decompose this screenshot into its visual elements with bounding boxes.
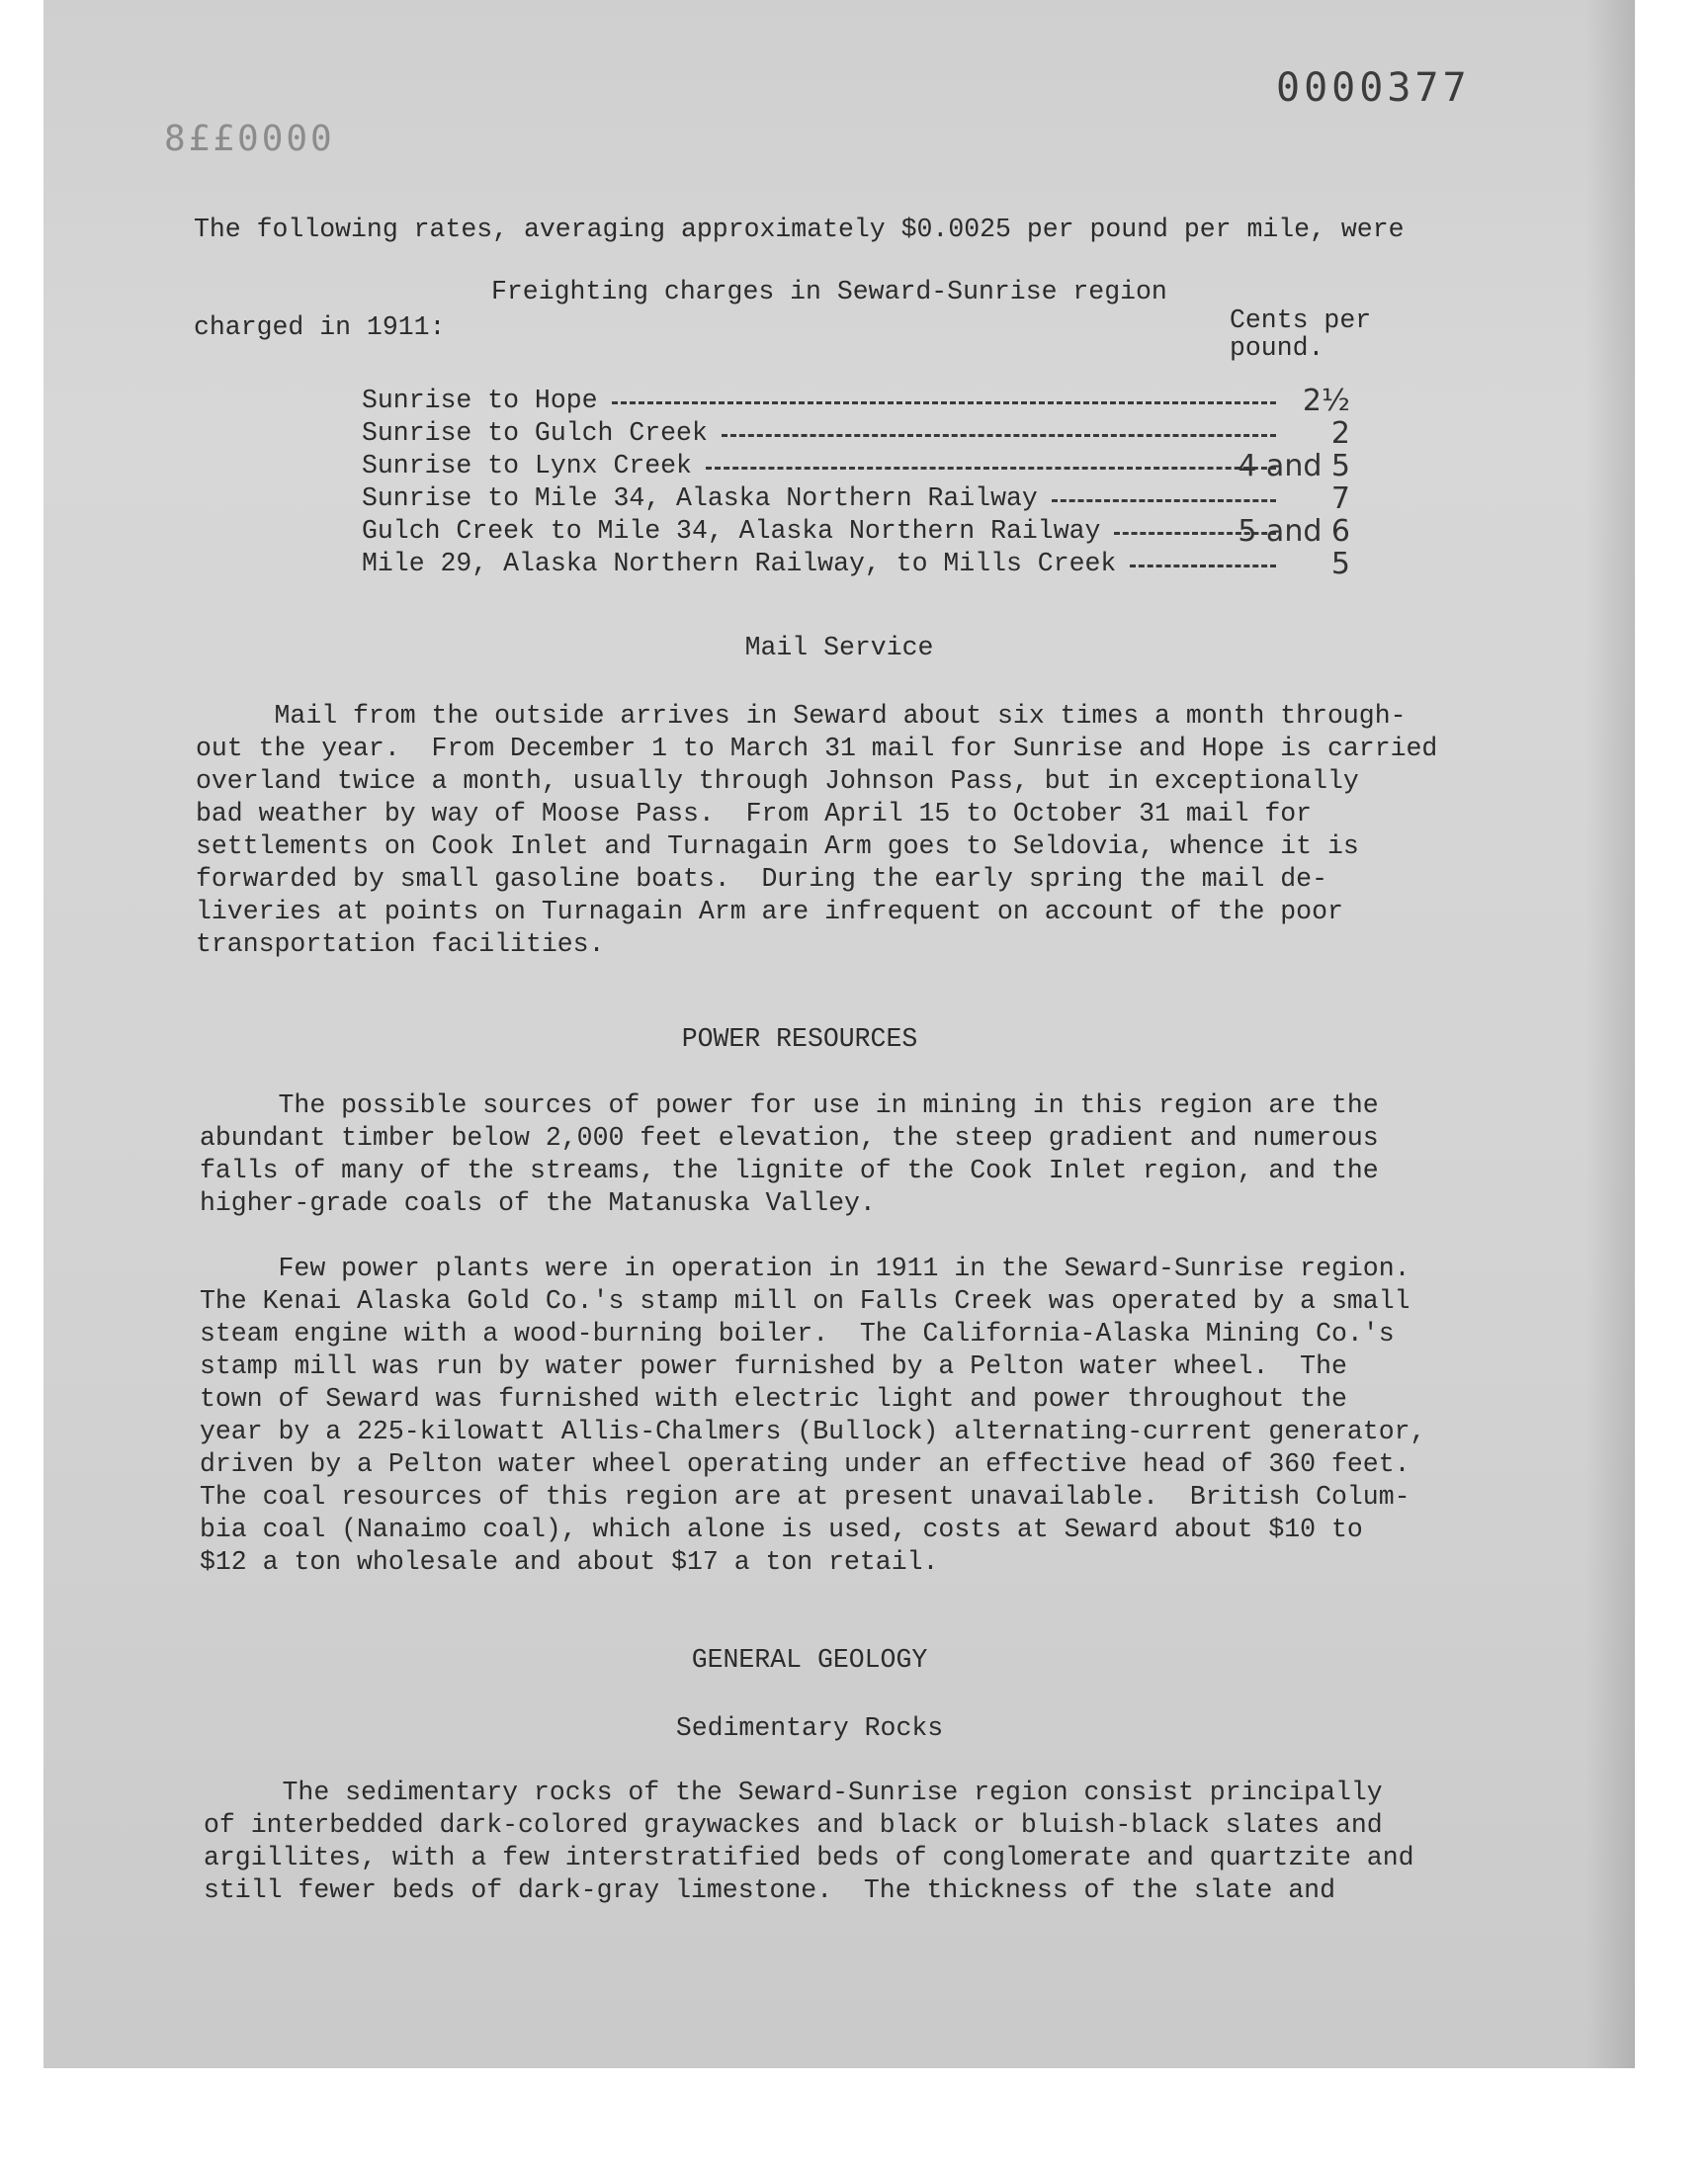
page-serial-number: 0000377 xyxy=(1276,65,1471,111)
freight-rate: 2½ xyxy=(1302,384,1350,418)
power-text-line: driven by a Pelton water wheel operating under an effective head of 360 feet. xyxy=(200,1449,1410,1479)
unit-line: pound. xyxy=(1230,333,1324,363)
geology-text-line: of interbedded dark-colored graywackes and black or bluish-black slates and xyxy=(204,1810,1383,1840)
mail-text-line: out the year. From December 1 to March 31 mail for Sunrise and Hope is carried xyxy=(196,734,1438,763)
mail-text-line: bad weather by way of Moose Pass. From April 15 to October 31 mail for xyxy=(196,799,1313,828)
power-text-line: bia coal (Nanaimo coal), which alone is used, costs at Seward about $10 to xyxy=(200,1515,1363,1544)
freight-table-row xyxy=(362,386,1350,418)
mail-service-heading: Mail Service xyxy=(744,633,934,662)
power-text-line: abundant timber below 2,000 feet elevation, the steep gradient and numerous xyxy=(200,1123,1379,1153)
freight-route: Sunrise to Lynx Creek xyxy=(362,451,692,480)
general-geology-heading: GENERAL GEOLOGY xyxy=(691,1645,928,1675)
freight-route: Gulch Creek to Mile 34, Alaska Northern Railway xyxy=(362,516,1101,546)
freight-rate: 4 and 5 xyxy=(1238,449,1350,483)
freight-table-row xyxy=(362,451,1350,483)
geology-text-line: still fewer beds of dark-gray limestone. The thickness of the slate and xyxy=(204,1875,1335,1905)
dotted-leader xyxy=(612,401,1277,404)
faded-stamp-number: 8££0000 xyxy=(164,119,335,159)
freight-route: Sunrise to Mile 34, Alaska Northern Railway xyxy=(362,483,1038,513)
power-text-line: year by a 225-kilowatt Allis-Chalmers (Bullock) alternating-current generator, xyxy=(200,1417,1426,1446)
dotted-leader xyxy=(722,434,1276,437)
power-resources-heading: POWER RESOURCES xyxy=(681,1024,918,1054)
mail-text-line: settlements on Cook Inlet and Turnagain Arm goes to Seldovia, whence it is xyxy=(196,831,1359,861)
power-text-line: town of Seward was furnished with electric light and power throughout the xyxy=(200,1384,1347,1414)
power-text-line: $12 a ton wholesale and about $17 a ton retail. xyxy=(200,1547,939,1577)
power-text-line: The possible sources of power for use in mining in this region are the xyxy=(200,1090,1379,1120)
power-text-line: Few power plants were in operation in 1911 in the Seward-Sunrise region. xyxy=(200,1254,1410,1283)
freight-table-title: Freighting charges in Seward-Sunrise region xyxy=(491,277,1167,306)
mail-text-line: overland twice a month, usually through Johnson Pass, but in exceptionally xyxy=(196,766,1359,796)
intro-line: The following rates, averaging approximately $0.0025 per pound per mile, were xyxy=(194,215,1405,244)
mail-service-paragraph xyxy=(196,700,1437,961)
mail-text-line: transportation facilities. xyxy=(196,929,605,959)
power-text-line: higher-grade coals of the Matanuska Valley. xyxy=(200,1188,876,1218)
geology-text-line: argillites, with a few interstratified beds of conglomerate and quartzite and xyxy=(204,1843,1414,1872)
freight-table-unit-header xyxy=(1230,306,1371,362)
geology-text-line: The sedimentary rocks of the Seward-Sunrise region consist principally xyxy=(204,1778,1383,1807)
dotted-leader xyxy=(1052,499,1276,502)
freight-rate: 5 and 6 xyxy=(1238,514,1350,549)
freight-table-row xyxy=(362,516,1350,549)
power-text-line: The Kenai Alaska Gold Co.'s stamp mill on Falls Creek was operated by a small xyxy=(200,1286,1410,1316)
dotted-leader xyxy=(1130,565,1276,567)
freight-rate: 7 xyxy=(1330,481,1350,516)
sedimentary-rocks-paragraph xyxy=(204,1777,1414,1907)
freight-table-row xyxy=(362,483,1350,516)
power-paragraph-1 xyxy=(200,1089,1379,1220)
dotted-leader xyxy=(706,467,1276,470)
freight-route: Sunrise to Gulch Creek xyxy=(362,418,708,448)
freight-table-row xyxy=(362,549,1350,581)
power-text-line: steam engine with a wood-burning boiler. The California-Alaska Mining Co.'s xyxy=(200,1319,1395,1348)
power-text-line: stamp mill was run by water power furnished by a Pelton water wheel. The xyxy=(200,1351,1347,1381)
power-paragraph-2 xyxy=(200,1253,1425,1579)
mail-text-line: forwarded by small gasoline boats. During the early spring the mail de- xyxy=(196,864,1327,894)
power-text-line: The coal resources of this region are at present unavailable. British Colum- xyxy=(200,1482,1410,1512)
power-text-line: falls of many of the streams, the lignite of the Cook Inlet region, and the xyxy=(200,1156,1379,1185)
freight-route: Mile 29, Alaska Northern Railway, to Mills Creek xyxy=(362,549,1117,578)
intro-line: charged in 1911: xyxy=(194,312,446,342)
freight-route: Sunrise to Hope xyxy=(362,386,598,415)
mail-text-line: Mail from the outside arrives in Seward about six times a month through- xyxy=(196,701,1407,731)
sedimentary-rocks-subheading: Sedimentary Rocks xyxy=(675,1713,944,1743)
freight-rate: 5 xyxy=(1330,547,1350,581)
mail-text-line: liveries at points on Turnagain Arm are infrequent on account of the poor xyxy=(196,897,1343,926)
freight-rate: 2 xyxy=(1330,416,1350,451)
unit-line: Cents per xyxy=(1230,305,1372,335)
document-page xyxy=(43,0,1635,2068)
freight-table-row xyxy=(362,418,1350,451)
